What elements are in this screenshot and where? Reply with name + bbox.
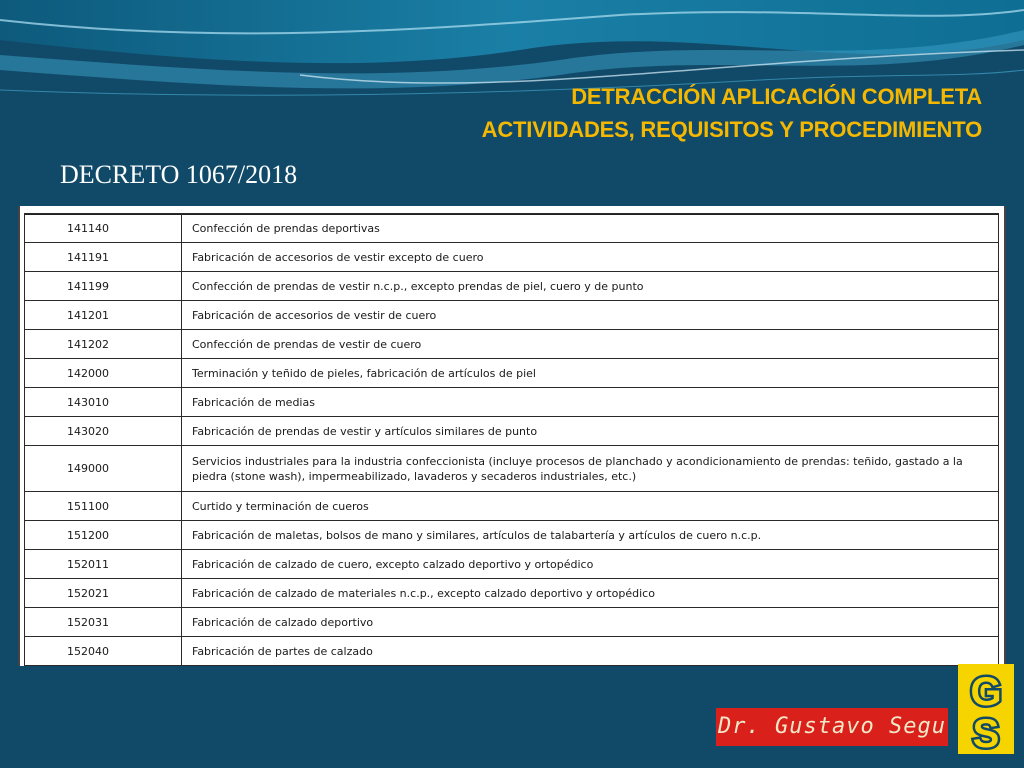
activity-description: Confección de prendas de vestir n.c.p., excepto prendas de piel, cuero y de punto bbox=[182, 272, 999, 301]
decree-subtitle: DECRETO 1067/2018 bbox=[60, 160, 298, 189]
table-left-edge bbox=[18, 206, 20, 666]
activity-code: 149000 bbox=[25, 446, 182, 492]
activity-code: 152021 bbox=[25, 579, 182, 608]
activity-code: 142000 bbox=[25, 359, 182, 388]
table-row bbox=[25, 243, 999, 272]
activity-description: Fabricación de accesorios de vestir excepto de cuero bbox=[182, 243, 999, 272]
title-line-2: ACTIVIDADES, REQUISITOS Y PROCEDIMIENTO bbox=[481, 117, 982, 142]
table-row bbox=[25, 492, 999, 521]
title-line-1: DETRACCIÓN APLICACIÓN COMPLETA bbox=[571, 84, 982, 109]
logo-letter-g: G bbox=[970, 670, 1002, 714]
logo-letter-s: S bbox=[972, 712, 1000, 751]
activity-description: Confección de prendas de vestir de cuero bbox=[182, 330, 999, 359]
activity-description: Fabricación de maletas, bolsos de mano y similares, artículos de talabartería y artículos de cuero n.c.p. bbox=[182, 521, 999, 550]
activity-code: 141202 bbox=[25, 330, 182, 359]
activity-description: Curtido y terminación de cueros bbox=[182, 492, 999, 521]
table-row bbox=[25, 417, 999, 446]
activity-code: 141199 bbox=[25, 272, 182, 301]
gs-logo bbox=[958, 664, 1014, 754]
activity-code: 152031 bbox=[25, 608, 182, 637]
author-badge: Dr. Gustavo Segu bbox=[716, 708, 948, 746]
table-row bbox=[25, 388, 999, 417]
activity-description: Servicios industriales para la industria confeccionista (incluye procesos de planchado y acondicionamiento de prendas: teñido, gastado a la piedra (stone wash), impermeabilizado, lavaderos y secaderos industriales, etc.) bbox=[182, 446, 999, 492]
activity-code: 152040 bbox=[25, 637, 182, 666]
table-row bbox=[25, 272, 999, 301]
activity-description: Fabricación de calzado deportivo bbox=[182, 608, 999, 637]
table-row bbox=[25, 521, 999, 550]
activity-description: Fabricación de prendas de vestir y artículos similares de punto bbox=[182, 417, 999, 446]
activity-code: 141140 bbox=[25, 214, 182, 243]
activity-code: 152011 bbox=[25, 550, 182, 579]
table-row bbox=[25, 608, 999, 637]
activity-description: Fabricación de partes de calzado bbox=[182, 637, 999, 666]
activity-code: 143020 bbox=[25, 417, 182, 446]
activity-code: 143010 bbox=[25, 388, 182, 417]
activity-description: Terminación y teñido de pieles, fabricación de artículos de piel bbox=[182, 359, 999, 388]
activity-description: Fabricación de accesorios de vestir de cuero bbox=[182, 301, 999, 330]
table-row bbox=[25, 359, 999, 388]
activity-code: 151100 bbox=[25, 492, 182, 521]
activity-description: Fabricación de calzado de materiales n.c.p., excepto calzado deportivo y ortopédico bbox=[182, 579, 999, 608]
table-row bbox=[25, 214, 999, 243]
activity-table bbox=[24, 213, 999, 666]
table-row bbox=[25, 330, 999, 359]
activity-description: Fabricación de calzado de cuero, excepto calzado deportivo y ortopédico bbox=[182, 550, 999, 579]
activity-code: 141191 bbox=[25, 243, 182, 272]
activity-description: Confección de prendas deportivas bbox=[182, 214, 999, 243]
activity-table-image bbox=[18, 206, 1006, 666]
table-row bbox=[25, 301, 999, 330]
table-row bbox=[25, 579, 999, 608]
activity-description: Fabricación de medias bbox=[182, 388, 999, 417]
table-row bbox=[25, 637, 999, 666]
table-row bbox=[25, 446, 999, 492]
table-right-edge bbox=[1004, 206, 1006, 666]
slide-title bbox=[482, 80, 982, 146]
activity-code: 151200 bbox=[25, 521, 182, 550]
activity-code: 141201 bbox=[25, 301, 182, 330]
table-row bbox=[25, 550, 999, 579]
